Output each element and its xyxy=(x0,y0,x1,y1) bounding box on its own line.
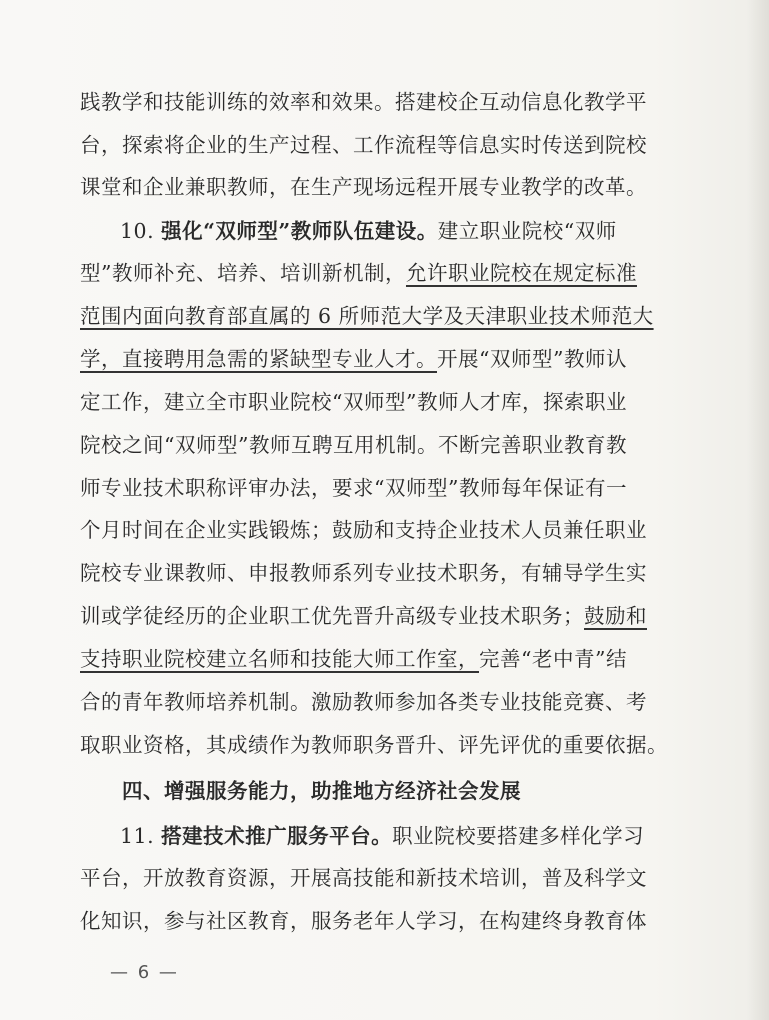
text-line xyxy=(80,645,680,673)
text-line: 个月时间在企业实践锻炼；鼓励和支持企业技术人员兼任职业 xyxy=(80,518,647,542)
item-number: 11. xyxy=(120,824,155,848)
text-line: 平台，开放教育资源，开展高技能和新技术培训，普及科学文 xyxy=(80,866,647,890)
underlined-text: 支持职业院校建立名师和技能大师工作室， xyxy=(80,647,479,671)
page-edge-shadow xyxy=(747,0,769,1020)
text-line xyxy=(80,259,680,287)
text-span: 型”教师补充、培养、培训新机制， xyxy=(80,261,406,285)
text-line: 化知识，参与社区教育，服务老年人学习，在构建终身教育体 xyxy=(80,909,647,933)
text-line: 合的青年教师培养机制。激励教师参加各类专业技能竞赛、考 xyxy=(80,690,647,714)
text-line: 定工作，建立全市职业院校“双师型”教师人才库，探索职业 xyxy=(80,390,627,414)
paragraph-10-first-line xyxy=(120,217,680,245)
text-span: 训或学徒经历的企业职工优先晋升高级专业技术职务； xyxy=(80,604,584,628)
text-line: 院校之间“双师型”教师互聘互用机制。不断完善职业教育教 xyxy=(80,433,627,457)
text-line: 取职业资格，其成绩作为教师职务晋升、评先评优的重要依据。 xyxy=(80,733,668,757)
text-line xyxy=(80,602,680,630)
text-span: 开展“双师型”教师认 xyxy=(437,347,627,371)
underlined-text: 学，直接聘用急需的紧缺型专业人才。 xyxy=(80,347,437,371)
item-heading: 搭建技术推广服务平台。 xyxy=(161,824,393,848)
text-span: 完善“老中青”结 xyxy=(479,647,627,671)
item-heading: 强化“双师型”教师队伍建设。 xyxy=(161,219,438,243)
text-span: 建立职业院校“双师 xyxy=(437,219,617,243)
page-number: — 6 — xyxy=(110,962,179,983)
underlined-text: 鼓励和 xyxy=(584,604,647,628)
item-number: 10. xyxy=(120,219,155,243)
text-line xyxy=(80,345,680,373)
text-line: 台，探索将企业的生产过程、工作流程等信息实时传送到院校 xyxy=(80,133,647,157)
text-line: 院校专业课教师、申报教师系列专业技术职务，有辅导学生实 xyxy=(80,561,647,585)
text-span: 职业院校要搭建多样化学习 xyxy=(392,824,645,848)
text-line: 师专业技术职称评审办法，要求“双师型”教师每年保证有一 xyxy=(80,476,627,500)
underlined-text-line: 范围内面向教育部直属的 6 所师范大学及天津职业技术师范大 xyxy=(80,304,654,328)
paragraph-11-first-line xyxy=(120,822,680,850)
text-line: 课堂和企业兼职教师，在生产现场远程开展专业教学的改革。 xyxy=(80,175,647,199)
text-line: 践教学和技能训练的效率和效果。搭建校企互动信息化教学平 xyxy=(80,90,647,114)
underlined-text: 允许职业院校在规定标准 xyxy=(405,261,637,285)
section-heading: 四、增强服务能力，助推地方经济社会发展 xyxy=(122,779,521,803)
